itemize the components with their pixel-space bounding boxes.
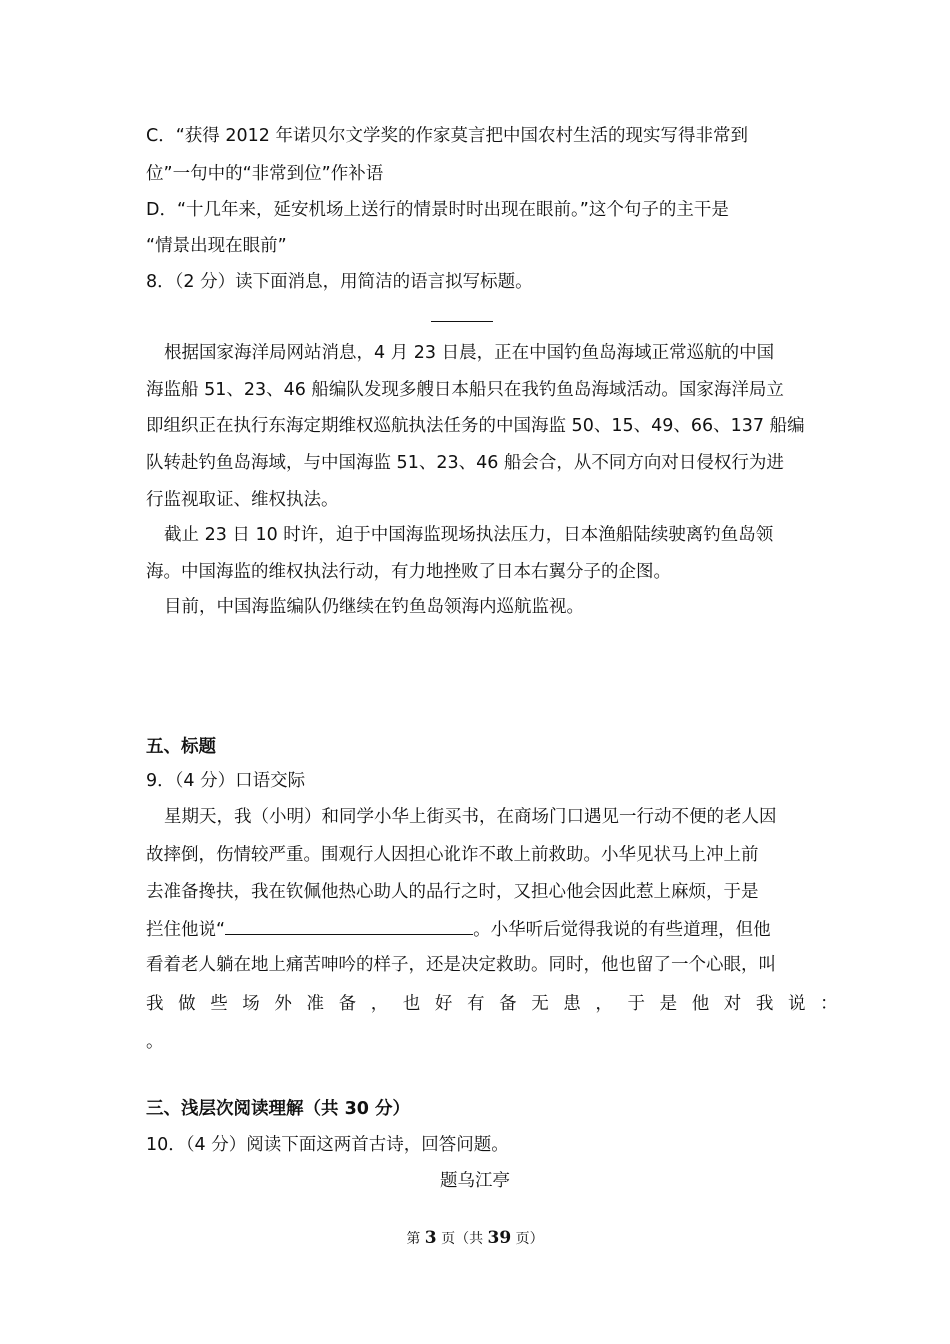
q9-text-line: 看着老人躺在地上痛苦呻吟的样子，还是决定救助。同时，他也留了一个心眼，叫 bbox=[146, 955, 776, 975]
q8-news-p1-line: 队转赴钓鱼岛海域，与中国海监 51、23、46 船会合，从不同方向对日侵权行为进 bbox=[146, 453, 784, 473]
q8-news-p3: 目前，中国海监编队仍继续在钓鱼岛领海内巡航监视。 bbox=[164, 597, 584, 617]
poem-title: 题乌江亭 bbox=[440, 1171, 510, 1191]
page-footer bbox=[0, 1228, 950, 1248]
q8-title-answer-blank bbox=[431, 321, 493, 322]
q9-text-line: 去准备搀扶，我在钦佩他热心助人的品行之时，又担心他会因此惹上麻烦，于是 bbox=[146, 882, 759, 902]
q9-answer-blank-1[interactable] bbox=[225, 916, 473, 935]
q9-answer-end: 。 bbox=[146, 1032, 164, 1052]
q8-news-p1-line: 即组织正在执行东海定期维权巡航执法任务的中国海监 50、15、49、66、137 船编 bbox=[146, 416, 805, 436]
q9-text-line: 星期天，我（小明）和同学小华上街买书，在商场门口遇见一行动不便的老人因 bbox=[164, 807, 777, 827]
q10-prompt: 10．（4 分）阅读下面这两首古诗，回答问题。 bbox=[146, 1135, 509, 1155]
section-three-heading: 三、浅层次阅读理解（共 30 分） bbox=[146, 1099, 411, 1119]
q8-news-p1-line: 行监视取证、维权执法。 bbox=[146, 490, 339, 510]
total-pages: 39 bbox=[487, 1228, 512, 1248]
section-five-heading: 五、标题 bbox=[146, 737, 216, 757]
q9-l4-suffix: 。小华听后觉得我说的有些道理，但他 bbox=[473, 920, 771, 940]
q7-option-d-line1: D．“十几年来，延安机场上送行的情景时时出现在眼前。”这个句子的主干是 bbox=[146, 200, 729, 220]
footer-suffix: 页） bbox=[511, 1231, 544, 1247]
q7-option-c-line2: 位”一句中的“非常到位”作补语 bbox=[146, 164, 384, 184]
q9-l4-prefix: 拦住他说“ bbox=[146, 920, 226, 940]
q8-news-p2-line: 海。中国海监的维权执法行动，有力地挫败了日本右翼分子的企图。 bbox=[146, 562, 671, 582]
q9-prompt: 9．（4 分）口语交际 bbox=[146, 771, 306, 791]
q9-text-line: 我做些场外准备，也好有备无患，于是他对我说： bbox=[146, 994, 853, 1014]
footer-prefix: 第 bbox=[406, 1231, 425, 1247]
q7-option-d-line2: “情景出现在眼前” bbox=[146, 236, 287, 256]
page-number: 3 bbox=[424, 1228, 437, 1248]
q8-news-p2-line: 截止 23 日 10 时许，迫于中国海监现场执法压力，日本渔船陆续驶离钓鱼岛领 bbox=[164, 525, 774, 545]
q8-news-p1-line: 根据国家海洋局网站消息，4 月 23 日晨，正在中国钓鱼岛海域正常巡航的中国 bbox=[164, 343, 775, 363]
q8-news-p1-line: 海监船 51、23、46 船编队发现多艘日本船只在我钓鱼岛海域活动。国家海洋局立 bbox=[146, 380, 784, 400]
q8-prompt: 8．（2 分）读下面消息，用简洁的语言拟写标题。 bbox=[146, 272, 533, 292]
q9-text-line-with-blank bbox=[146, 916, 771, 942]
q9-text-line: 故摔倒，伤情较严重。围观行人因担心讹诈不敢上前救助。小华见状马上冲上前 bbox=[146, 845, 759, 865]
footer-mid: 页（共 bbox=[436, 1231, 488, 1247]
q7-option-c-line1: C．“获得 2012 年诺贝尔文学奖的作家莫言把中国农村生活的现实写得非常到 bbox=[146, 126, 748, 146]
